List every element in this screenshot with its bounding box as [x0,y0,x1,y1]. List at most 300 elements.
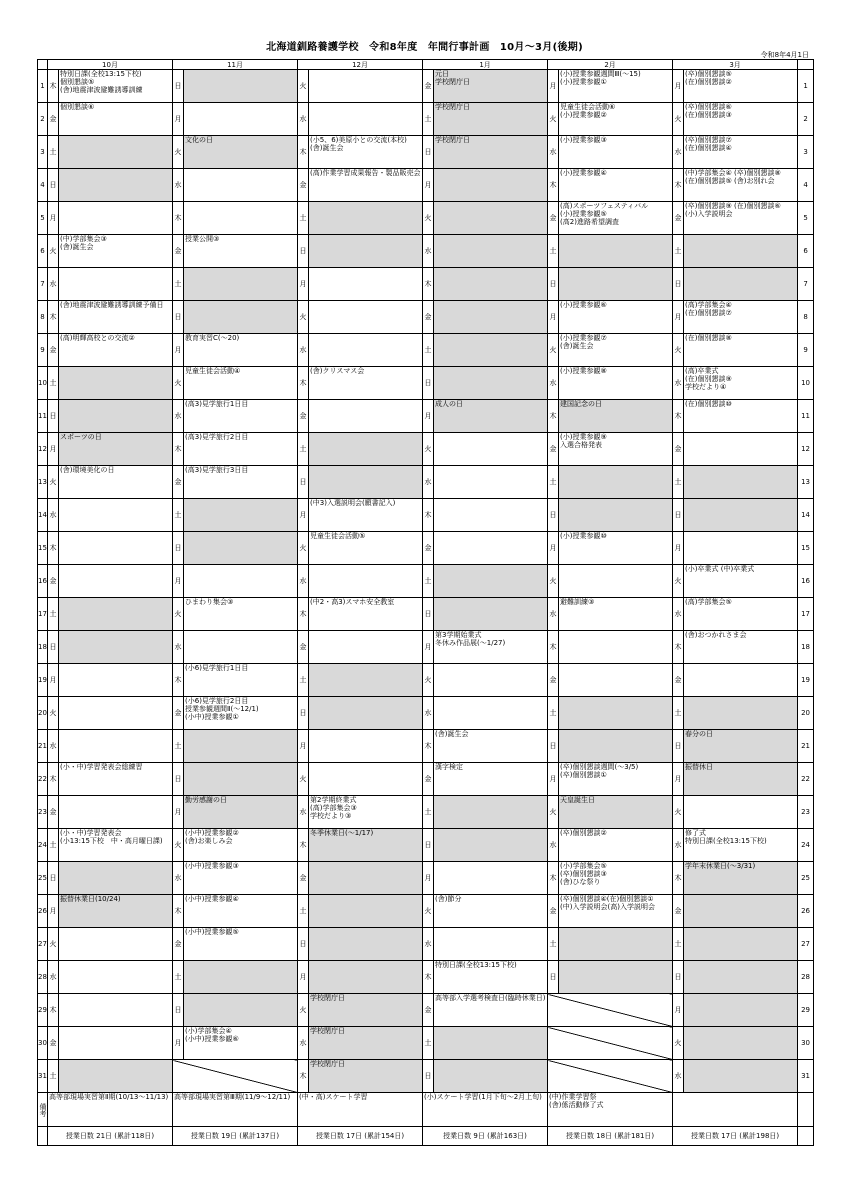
weekday-cell: 金 [673,202,684,235]
event-cell [309,631,423,664]
month-header: 1月 [423,60,548,70]
day-number: 24 [38,829,48,862]
holiday-event-cell: 成人の日 [434,400,548,433]
event-cell [309,565,423,598]
event-cell: 教育実習C(～20) [184,334,298,367]
holiday-event-cell [184,763,298,796]
weekday-cell: 土 [48,136,59,169]
weekday-cell: 月 [48,202,59,235]
day-number: 18 [798,631,814,664]
notes-cell: 高等部現場実習第Ⅱ期(10/13～11/13) [48,1093,173,1127]
event-cell: (小中)授業参観⑤ [184,928,298,961]
day-row [38,268,814,301]
day-number: 31 [798,1060,814,1093]
month-header-row [38,60,814,70]
event-cell: (小中)授業参観③ [184,862,298,895]
weekday-cell: 木 [673,631,684,664]
holiday-event-cell [309,202,423,235]
day-row [38,565,814,598]
holiday-event-cell: 学校閉庁日 [434,103,548,136]
day-row [38,433,814,466]
weekday-cell: 火 [423,664,434,697]
holiday-event-cell [684,466,798,499]
totals-cell: 授業日数 21日 (累計118日) [48,1127,173,1146]
weekday-cell: 日 [423,136,434,169]
weekday-cell: 木 [173,664,184,697]
event-cell: 特別日課(全校13:15下校) [434,961,548,994]
day-number: 17 [38,598,48,631]
day-row [38,1060,814,1093]
holiday-event-cell [434,202,548,235]
holiday-event-cell [309,895,423,928]
day-number: 15 [38,532,48,565]
event-cell: (高)学部集会⑤ [684,598,798,631]
weekday-cell: 月 [673,994,684,1027]
day-row [38,136,814,169]
weekday-cell: 木 [173,895,184,928]
day-number: 6 [38,235,48,268]
event-cell: (高)卒業式 (在)個別懇談⑨ 学校だより④ [684,367,798,400]
weekday-cell: 金 [423,763,434,796]
day-number: 18 [38,631,48,664]
day-number: 4 [38,169,48,202]
weekday-cell: 金 [423,70,434,103]
weekday-cell: 木 [173,202,184,235]
event-cell: (卒)個別懇談⑤ (在)個別懇談② [684,70,798,103]
weekday-cell: 月 [548,763,559,796]
event-cell [59,994,173,1027]
day-number: 19 [38,664,48,697]
weekday-cell: 月 [298,268,309,301]
weekday-cell: 土 [423,103,434,136]
event-cell: ひまわり集会③ [184,598,298,631]
weekday-cell: 月 [548,301,559,334]
event-cell [309,103,423,136]
holiday-event-cell: 学校閉庁日 [309,1060,423,1093]
day-number: 20 [38,697,48,730]
event-cell: (小)授業参観⑧ [559,367,673,400]
weekday-cell: 月 [298,730,309,763]
weekday-cell: 金 [48,565,59,598]
holiday-event-cell [309,862,423,895]
event-cell: (小中)授業参観② (舎)お楽しみ会 [184,829,298,862]
weekday-cell: 水 [173,400,184,433]
holiday-event-cell [559,730,673,763]
event-cell [684,433,798,466]
holiday-event-cell [559,268,673,301]
event-cell: (高3)見学旅行1日目 [184,400,298,433]
holiday-event-cell [684,961,798,994]
weekday-cell: 水 [548,598,559,631]
weekday-cell: 日 [548,730,559,763]
day-number: 3 [38,136,48,169]
day-number: 7 [38,268,48,301]
holiday-event-cell [59,367,173,400]
weekday-cell: 水 [48,730,59,763]
weekday-cell: 日 [48,631,59,664]
weekday-cell: 土 [48,829,59,862]
day-number: 8 [798,301,814,334]
schedule-table [37,59,814,1146]
holiday-event-cell [184,994,298,1027]
weekday-cell: 水 [298,334,309,367]
day-number: 25 [798,862,814,895]
weekday-cell: 日 [48,862,59,895]
weekday-cell: 火 [173,367,184,400]
event-cell: (卒)個別懇談④(在)個別懇談① (中)入学説明会(高)入学説明会 [559,895,673,928]
document-title: 北海道釧路養護学校 令和8年度 年間行事計画 10月～3月(後期) [266,42,583,53]
weekday-cell: 金 [423,994,434,1027]
weekday-cell: 土 [173,961,184,994]
holiday-event-cell [59,631,173,664]
weekday-cell: 土 [423,796,434,829]
holiday-event-cell: 振替休日 [684,763,798,796]
weekday-cell: 日 [673,268,684,301]
weekday-cell: 日 [298,466,309,499]
day-number: 12 [38,433,48,466]
weekday-cell: 土 [48,598,59,631]
event-cell [184,103,298,136]
day-number: 13 [798,466,814,499]
notes-cell [673,1093,798,1127]
weekday-cell: 月 [423,631,434,664]
day-row [38,202,814,235]
weekday-cell: 木 [48,994,59,1027]
day-row [38,763,814,796]
holiday-event-cell [434,565,548,598]
event-cell [434,466,548,499]
weekday-cell: 月 [673,532,684,565]
holiday-event-cell [559,499,673,532]
day-row [38,961,814,994]
event-cell: 修了式 特別日課(全校13:15下校) [684,829,798,862]
weekday-cell: 水 [423,928,434,961]
weekday-cell: 金 [48,334,59,367]
day-row [38,1027,814,1060]
event-cell: (小)授業参観⑨ 入選合格発表 [559,433,673,466]
weekday-cell: 金 [548,202,559,235]
weekday-cell: 土 [548,466,559,499]
event-cell: (舎)クリスマス会 [309,367,423,400]
weekday-cell: 月 [423,862,434,895]
day-row [38,499,814,532]
weekday-cell: 月 [48,895,59,928]
event-cell: (高)作業学習成果報告・製品販売会 [309,169,423,202]
weekday-cell: 木 [298,136,309,169]
weekday-cell: 水 [673,136,684,169]
weekday-cell: 金 [173,466,184,499]
day-number: 1 [798,70,814,103]
day-number: 25 [38,862,48,895]
event-cell: (卒)個別懇談週間(～3/5) (卒)個別懇談① [559,763,673,796]
day-row [38,334,814,367]
holiday-event-cell: 勤労感謝の日 [184,796,298,829]
event-cell [309,301,423,334]
event-cell: 第3学期始業式 冬休み作品展(～1/27) [434,631,548,664]
holiday-event-cell [684,1060,798,1093]
schedule-body [38,70,814,1093]
weekday-cell: 日 [423,367,434,400]
day-row [38,862,814,895]
holiday-event-cell: 学校閉庁日 [309,994,423,1027]
weekday-cell: 日 [673,961,684,994]
corner-cell [798,60,814,70]
weekday-cell: 火 [298,763,309,796]
weekday-cell: 水 [548,367,559,400]
weekday-cell: 日 [173,70,184,103]
holiday-event-cell [559,697,673,730]
weekday-cell: 水 [48,961,59,994]
weekday-cell: 火 [673,1027,684,1060]
weekday-cell: 火 [173,829,184,862]
day-number: 16 [798,565,814,598]
day-number: 19 [798,664,814,697]
event-cell [59,796,173,829]
holiday-event-cell [434,829,548,862]
event-cell: (高3)見学旅行3日目 [184,466,298,499]
weekday-cell: 火 [548,796,559,829]
notes-cell: (中・高)スケート学習 [298,1093,423,1127]
weekday-cell: 土 [423,565,434,598]
day-number: 5 [798,202,814,235]
day-number: 20 [798,697,814,730]
weekday-cell: 水 [548,136,559,169]
weekday-cell: 金 [48,1027,59,1060]
weekday-cell: 金 [298,169,309,202]
event-cell: (小・中)学習発表会 (小13:15下校 中・高月曜日課) [59,829,173,862]
event-cell: (小)授業参観⑩ [559,532,673,565]
event-cell [434,433,548,466]
weekday-cell: 日 [548,268,559,301]
weekday-cell: 火 [423,433,434,466]
weekday-cell: 水 [173,631,184,664]
event-cell [434,664,548,697]
holiday-event-cell [559,235,673,268]
weekday-cell: 木 [423,268,434,301]
event-cell: (中2・高3)スマホ安全教室 [309,598,423,631]
weekday-cell: 金 [548,433,559,466]
day-row [38,631,814,664]
holiday-event-cell: 振替休業日(10/24) [59,895,173,928]
weekday-cell: 土 [548,928,559,961]
holiday-event-cell [184,499,298,532]
event-cell [59,268,173,301]
notes-cell: 高等部現場実習第Ⅲ期(11/9～12/11) [173,1093,298,1127]
day-row [38,169,814,202]
holiday-event-cell [684,235,798,268]
day-number: 11 [798,400,814,433]
day-number: 11 [38,400,48,433]
event-cell: (舎)おつかれさま会 [684,631,798,664]
weekday-cell: 金 [298,400,309,433]
weekday-cell: 土 [48,367,59,400]
weekday-cell: 土 [673,697,684,730]
holiday-event-cell [309,466,423,499]
weekday-cell: 木 [298,1060,309,1093]
holiday-event-cell [684,499,798,532]
day-row [38,598,814,631]
holiday-event-cell [684,268,798,301]
event-cell: 避難訓練③ [559,598,673,631]
holiday-event-cell: 元日 学校閉庁日 [434,70,548,103]
corner-cell [38,60,48,70]
day-row [38,466,814,499]
weekday-cell: 土 [673,235,684,268]
event-cell [184,631,298,664]
event-cell: (高)明輝高校との交流② [59,334,173,367]
totals-cell: 授業日数 9日 (累計163日) [423,1127,548,1146]
event-cell: (小中)授業参観④ [184,895,298,928]
day-number: 21 [798,730,814,763]
day-number: 17 [798,598,814,631]
weekday-cell: 金 [673,895,684,928]
weekday-cell: 火 [173,136,184,169]
event-cell: 高等部入学選考検査日(臨時休業日) [434,994,548,1027]
day-number: 29 [38,994,48,1027]
weekday-cell: 木 [548,169,559,202]
event-cell [184,202,298,235]
day-row [38,367,814,400]
weekday-cell: 火 [548,565,559,598]
day-number: 9 [38,334,48,367]
weekday-cell: 月 [173,103,184,136]
weekday-cell: 木 [673,169,684,202]
event-cell: (中3)入選説明会(願書記入) [309,499,423,532]
weekday-cell: 日 [423,1060,434,1093]
weekday-cell: 水 [673,598,684,631]
weekday-cell: 日 [423,829,434,862]
weekday-cell: 火 [673,103,684,136]
event-cell [684,532,798,565]
holiday-event-cell [434,598,548,631]
day-number: 26 [38,895,48,928]
weekday-cell: 金 [548,895,559,928]
event-cell [434,532,548,565]
weekday-cell: 水 [673,367,684,400]
weekday-cell: 日 [548,499,559,532]
weekday-cell: 月 [673,763,684,796]
event-cell [184,169,298,202]
holiday-event-cell [59,169,173,202]
holiday-event-cell [184,301,298,334]
month-header: 10月 [48,60,173,70]
weekday-cell: 日 [173,301,184,334]
event-cell: (高)学部集会④ (在)個別懇談⑦ [684,301,798,334]
weekday-cell: 月 [298,961,309,994]
event-cell [59,730,173,763]
event-cell [434,697,548,730]
weekday-cell: 日 [548,961,559,994]
weekday-cell: 水 [298,796,309,829]
event-cell: (中)学部集会④ (卒)個別懇談⑧ (在)個別懇談⑤ (舎)お別れ会 [684,169,798,202]
event-cell: (小)授業参観④ [559,169,673,202]
weekday-cell: 金 [298,862,309,895]
weekday-cell: 金 [673,664,684,697]
event-cell: (卒)個別懇談② [559,829,673,862]
holiday-event-cell [434,301,548,334]
weekday-cell: 金 [298,631,309,664]
event-cell: (小)学部集会⑤ (卒)個別懇談③ (舎)ひな祭り [559,862,673,895]
weekday-cell: 木 [48,70,59,103]
event-cell: 児童生徒会活動⑥ (小)授業参観② [559,103,673,136]
weekday-cell: 土 [298,664,309,697]
day-number: 26 [798,895,814,928]
day-number: 2 [798,103,814,136]
event-cell: (小・中)学習発表会総練習 [59,763,173,796]
weekday-cell: 木 [48,532,59,565]
holiday-event-cell [684,928,798,961]
holiday-event-cell [309,928,423,961]
day-number: 14 [798,499,814,532]
holiday-event-cell [184,961,298,994]
holiday-event-cell [434,268,548,301]
weekday-cell: 木 [673,400,684,433]
event-cell: 個別懇談⑥ [59,103,173,136]
holiday-event-cell [309,433,423,466]
empty-day-cell [548,1060,673,1093]
weekday-cell: 火 [298,301,309,334]
weekday-cell: 木 [48,763,59,796]
event-cell [434,862,548,895]
day-number: 10 [38,367,48,400]
event-cell [434,928,548,961]
event-cell: (卒)個別懇談⑥ (在)個別懇談③ [684,103,798,136]
weekday-cell: 土 [298,895,309,928]
event-cell [59,202,173,235]
totals-end-cell [798,1127,814,1146]
holiday-event-cell [184,268,298,301]
empty-day-cell [173,1060,298,1093]
day-number: 23 [798,796,814,829]
holiday-event-cell [59,136,173,169]
holiday-event-cell: 学年末休業日(～3/31) [684,862,798,895]
day-row [38,928,814,961]
holiday-event-cell [184,70,298,103]
weekday-cell: 金 [673,433,684,466]
holiday-event-cell: 建国記念の日 [559,400,673,433]
holiday-event-cell [434,334,548,367]
event-cell: (高3)見学旅行2日目 [184,433,298,466]
event-cell [309,70,423,103]
weekday-cell: 木 [298,367,309,400]
event-cell: (小6)見学旅行2日目 授業参観週間Ⅱ(～12/1) (小中)授業参観① [184,697,298,730]
holiday-event-cell [434,169,548,202]
event-cell: (小)授業参観週間Ⅲ(～15) (小)授業参観① [559,70,673,103]
day-number: 27 [798,928,814,961]
holiday-event-cell [434,235,548,268]
weekday-cell: 月 [548,70,559,103]
holiday-event-cell [684,1027,798,1060]
weekday-cell: 火 [298,70,309,103]
notes-end-cell [798,1093,814,1127]
holiday-event-cell [559,928,673,961]
weekday-cell: 木 [673,862,684,895]
event-cell: 授業公開③ [184,235,298,268]
weekday-cell: 月 [173,565,184,598]
weekday-cell: 日 [298,235,309,268]
event-cell [309,400,423,433]
day-row [38,994,814,1027]
weekday-cell: 土 [298,202,309,235]
weekday-cell: 水 [298,103,309,136]
weekday-cell: 金 [548,664,559,697]
weekday-cell: 月 [423,169,434,202]
weekday-cell: 水 [423,235,434,268]
weekday-cell: 金 [48,103,59,136]
weekday-cell: 月 [173,334,184,367]
event-cell: (在)個別懇談⑩ [684,400,798,433]
empty-day-cell [548,994,673,1027]
